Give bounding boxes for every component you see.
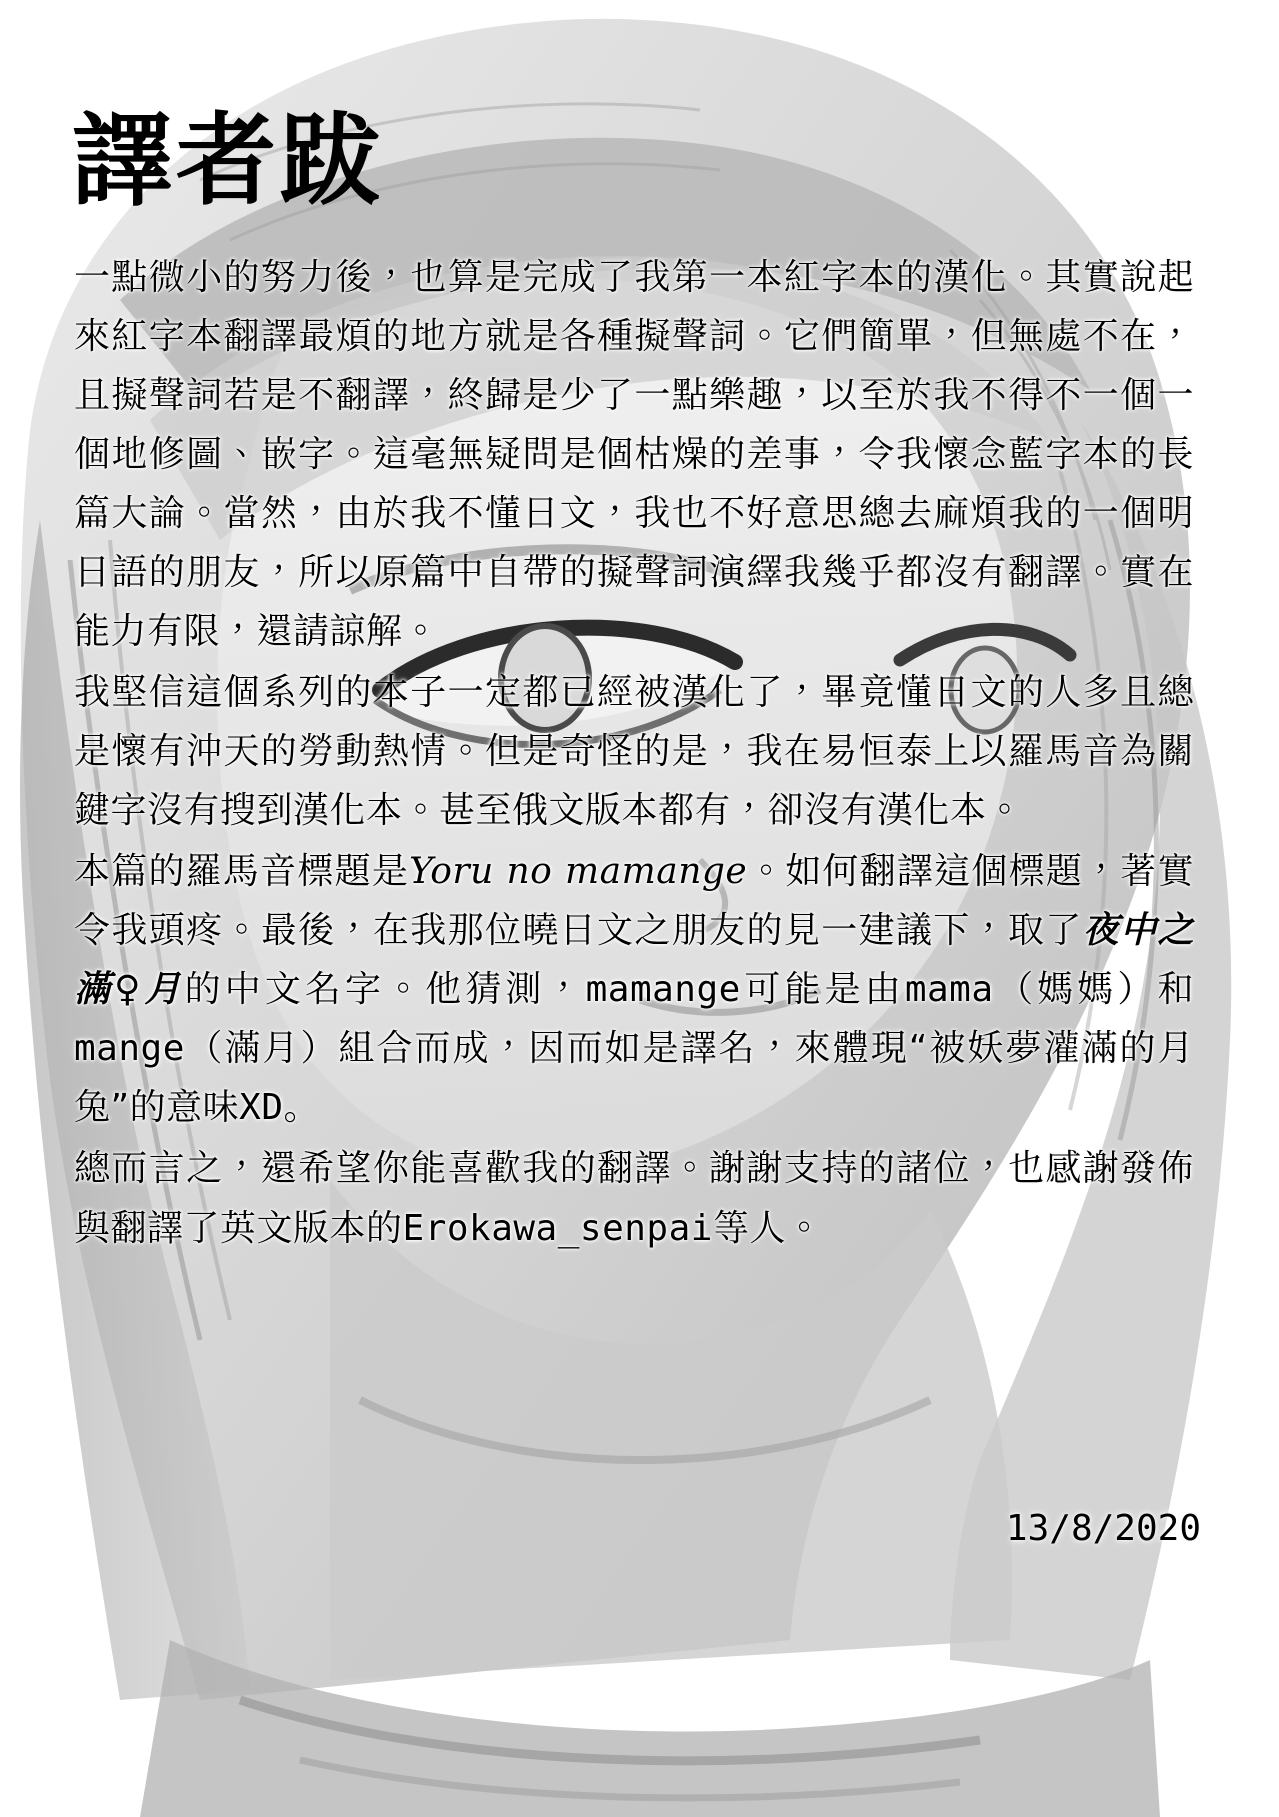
romaji-title: Yoru no mamange [409, 851, 748, 893]
paragraph-4-seg-3: 等人。 [712, 1207, 823, 1249]
word-mange: mange [74, 1028, 185, 1070]
paragraph-3-seg-3: 。如何翻譯這個標題，著實令我頭疼。最後，在我那位曉日文之朋友的見一建議下，取了 [74, 851, 1194, 952]
paragraph-4-seg-1: 總而言之，還希望你能喜歡我的翻譯。謝謝支持的諸位，也感謝發佈與翻譯了英文版本的 [74, 1148, 1194, 1249]
chinese-title: 夜中之滿♀月 [74, 910, 1194, 1011]
word-mamange: mamange [585, 969, 741, 1011]
afterword-body [74, 248, 1194, 1258]
paragraph-3-seg-9: （媽媽）和 [993, 969, 1194, 1011]
paragraph-1-text: 一點微小的努力後，也算是完成了我第一本紅字本的漢化。其實說起來紅字本翻譯最煩的地方就是各種擬聲詞。它們簡單，但無處不在，且擬聲詞若是不翻譯，終歸是少了一點樂趣，以至於我不得不一個一個地修圖、嵌字。這毫無疑問是個枯燥的差事，令我懷念藍字本的長篇大論。當然，由於我不懂日文，我也不好意思總去麻煩我的一個明日語的朋友，所以原篇中自帶的擬聲詞演繹我幾乎都沒有翻譯。實在能力有限，還請諒解。 [74, 257, 1194, 653]
paragraph-3-seg-13: 。 [283, 1087, 321, 1129]
paragraph-3-seg-1: 本篇的羅馬音標題是 [74, 851, 410, 893]
paragraph-2 [74, 663, 1194, 840]
paragraph-3 [74, 842, 1194, 1137]
credit-erokawa-senpai: Erokawa_senpai [402, 1207, 713, 1249]
paragraph-4 [74, 1139, 1194, 1257]
page-title: 譯者跋 [72, 102, 384, 219]
date-stamp: 13/8/2020 [1005, 1508, 1201, 1549]
paragraph-3-seg-11: （滿月）組合而成，因而如是譯名，來體現“被妖夢灌滿的月兔”的意味 [74, 1028, 1194, 1129]
paragraph-3-seg-7: 可能是由 [740, 969, 905, 1011]
paragraph-3-seg-5: 的中文名字。他猜測， [184, 969, 586, 1011]
paragraph-2-text: 我堅信這個系列的本子一定都已經被漢化了，畢竟懂日文的人多且總是懷有沖天的勞動熱情。但是奇怪的是，我在易恒泰上以羅馬音為關鍵字沒有搜到漢化本。甚至俄文版本都有，卻沒有漢化本。 [74, 672, 1194, 832]
word-mama: mama [904, 969, 994, 1011]
word-xd: XD [239, 1087, 284, 1129]
paragraph-1 [74, 248, 1194, 661]
